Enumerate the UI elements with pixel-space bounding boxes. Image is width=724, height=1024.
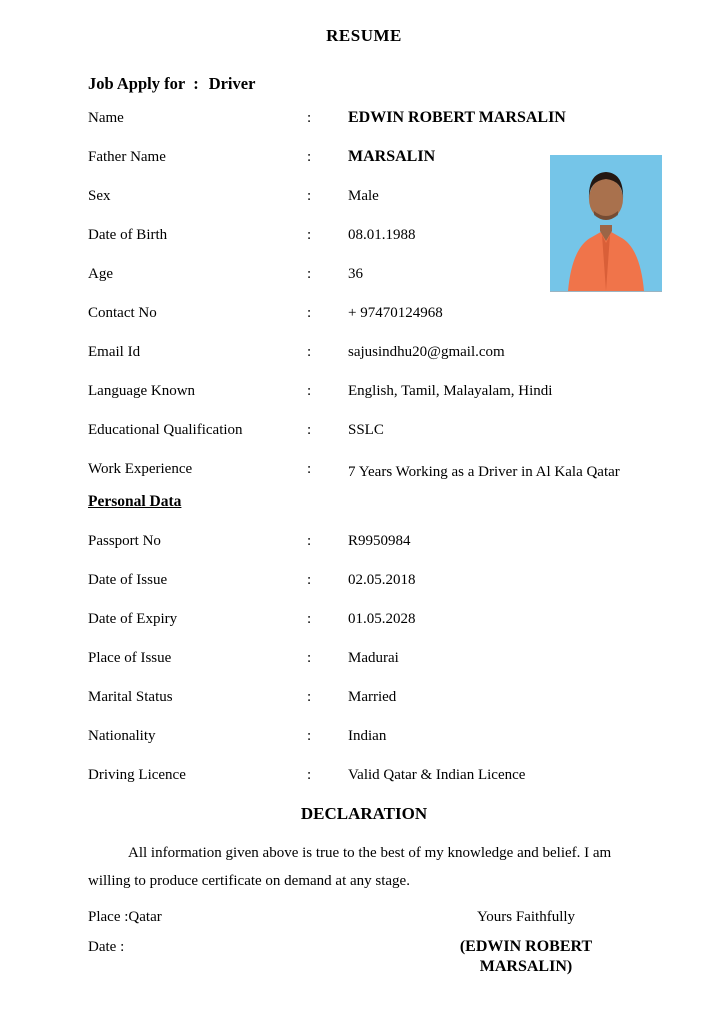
field-colon: : xyxy=(307,227,312,243)
field-value: Madurai xyxy=(348,650,399,666)
field-label: Email Id xyxy=(88,344,141,360)
field-value: R9950984 xyxy=(348,533,411,549)
job-apply-colon: : xyxy=(193,74,199,93)
field-value: Indian xyxy=(348,728,387,744)
field-label: Age xyxy=(88,266,113,282)
field-label: Nationality xyxy=(88,728,156,744)
field-value: English, Tamil, Malayalam, Hindi xyxy=(348,383,553,399)
job-apply-label: Job Apply for xyxy=(88,74,186,93)
field-row-educational-qualification xyxy=(88,420,640,440)
field-row-marital-status xyxy=(88,687,640,707)
field-label: Name xyxy=(88,110,124,126)
field-row-passport-no xyxy=(88,531,640,551)
field-label: Date of Expiry xyxy=(88,611,178,627)
field-row-nationality xyxy=(88,726,640,746)
field-label: Educational Qualification xyxy=(88,422,243,438)
footer-row-date xyxy=(88,937,640,977)
field-colon: : xyxy=(307,611,312,627)
field-value: 02.05.2018 xyxy=(348,572,416,588)
field-label: Language Known xyxy=(88,383,196,399)
job-apply-line xyxy=(88,74,640,94)
field-colon: : xyxy=(307,344,312,360)
field-row-place-of-issue xyxy=(88,648,640,668)
footer-row-place xyxy=(88,907,640,927)
field-label: Father Name xyxy=(88,149,166,165)
field-value: Valid Qatar & Indian Licence xyxy=(348,767,526,783)
field-colon: : xyxy=(307,533,312,549)
place-value: Qatar xyxy=(128,909,162,925)
field-colon: : xyxy=(307,572,312,588)
place-label: Place : xyxy=(88,909,129,925)
field-value: Male xyxy=(348,188,379,204)
date-label: Date : xyxy=(88,939,125,955)
field-colon: : xyxy=(307,422,312,438)
field-value: Married xyxy=(348,689,397,705)
field-colon: : xyxy=(307,266,312,282)
job-apply-value: Driver xyxy=(208,74,256,93)
field-label: Passport No xyxy=(88,533,161,549)
field-value: 36 xyxy=(348,266,363,282)
field-label: Date of Issue xyxy=(88,572,168,588)
field-colon: : xyxy=(307,461,312,477)
field-row-language-known xyxy=(88,381,640,401)
field-value: MARSALIN xyxy=(348,148,436,165)
field-label: Driving Licence xyxy=(88,767,186,783)
field-colon: : xyxy=(307,110,312,126)
declaration-heading: DECLARATION xyxy=(300,804,428,823)
field-colon: : xyxy=(307,650,312,666)
field-row-email-id xyxy=(88,342,640,362)
field-label: Sex xyxy=(88,188,111,204)
field-value: 01.05.2028 xyxy=(348,611,416,627)
applicant-photo-graphic xyxy=(550,155,662,291)
field-colon: : xyxy=(307,689,312,705)
field-colon: : xyxy=(307,767,312,783)
field-row-driving-licence xyxy=(88,765,640,785)
field-value: sajusindhu20@gmail.com xyxy=(348,344,505,360)
field-row-name xyxy=(88,108,640,128)
field-label: Work Experience xyxy=(88,461,193,477)
personal-data-heading: Personal Data xyxy=(88,493,182,510)
field-colon: : xyxy=(307,188,312,204)
field-colon: : xyxy=(307,149,312,165)
field-colon: : xyxy=(307,383,312,399)
field-row-date-of-issue xyxy=(88,570,640,590)
field-row-work-experience xyxy=(88,459,640,486)
document-title: RESUME xyxy=(326,26,402,45)
field-value: 7 Years Working as a Driver in Al Kala Qatar xyxy=(348,464,620,480)
signature-name: (EDWIN ROBERT MARSALIN) xyxy=(459,938,593,975)
field-label: Marital Status xyxy=(88,689,173,705)
field-colon: : xyxy=(307,728,312,744)
field-label: Date of Birth xyxy=(88,227,168,243)
field-value: SSLC xyxy=(348,422,384,438)
field-row-contact-no xyxy=(88,303,640,323)
field-label: Contact No xyxy=(88,305,157,321)
applicant-photo xyxy=(550,155,662,292)
field-label: Place of Issue xyxy=(88,650,172,666)
field-colon: : xyxy=(307,305,312,321)
field-value: 08.01.1988 xyxy=(348,227,416,243)
field-row-date-of-expiry xyxy=(88,609,640,629)
field-value: + 97470124968 xyxy=(348,305,443,321)
field-value: EDWIN ROBERT MARSALIN xyxy=(348,109,566,126)
place-line xyxy=(88,907,162,927)
yours-faithfully: Yours Faithfully xyxy=(476,909,576,925)
declaration-text: All information given above is true to the best of my knowledge and belief. I am willing to produce certificate on demand at any stage. xyxy=(88,845,612,889)
